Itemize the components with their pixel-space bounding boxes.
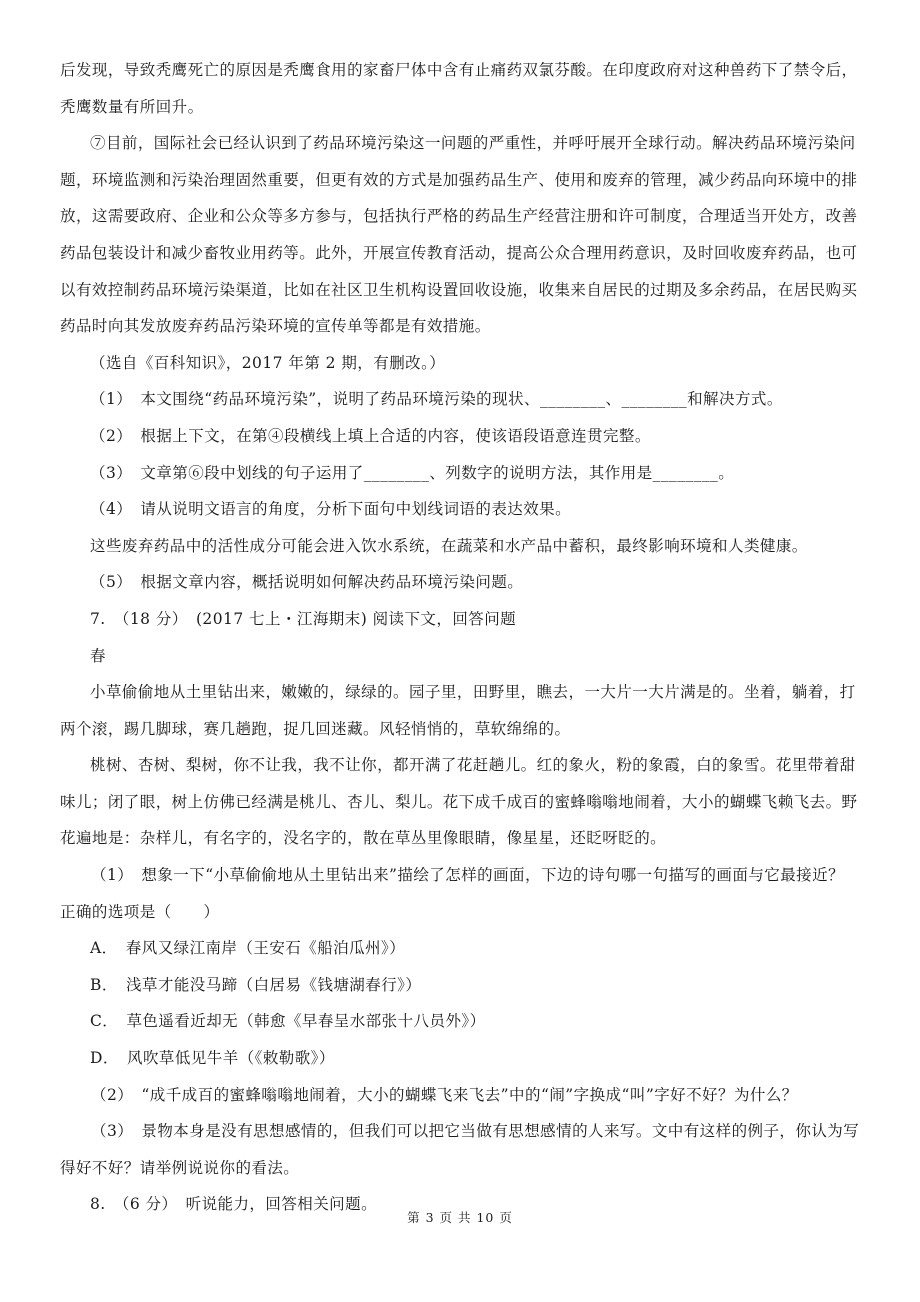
passage-paragraph-2: 桃树、杏树、梨树，你不让我，我不让你，都开满了花赶趟儿。红的象火，粉的象霞，白的象雪。花里带着甜: [90, 756, 856, 775]
question-7-header: 7. （18 分） (2017 七上・江海期末) 阅读下文，回答问题: [90, 609, 517, 628]
question-6-5: （5） 根据文章内容，概括说明如何解决药品环境污染问题。: [90, 573, 524, 592]
document-body: [60, 52, 866, 1223]
text-line: 味儿；闭了眼，树上仿佛已经满是桃儿、杏儿、梨儿。花下成千成百的蜜蜂嗡嗡地闹着，大小的蝴蝶飞赖飞去。野: [60, 792, 858, 811]
question-7-2: （2） “成千成百的蜜蜂嗡嗡地闹着，大小的蝴蝶飞来飞去”中的“闹”字换成“叫”字好不好？为什么？: [91, 1085, 798, 1104]
text-line: 后发现，导致秃鹰死亡的原因是秃鹰食用的家畜尸体中含有止痛药双氯芬酸。在印度政府对这种兽药下了禁令后，: [60, 61, 858, 79]
text-line: 药品包装设计和减少畜牧业用药等。此外，开展宣传教育活动，提高公众合理用药意识，及时回收废弃药品，也可: [60, 243, 858, 262]
passage-title: 春: [90, 646, 106, 665]
question-7-1: （1） 想象一下“小草偷偷地从土里钻出来”描绘了怎样的画面，下边的诗句哪一句描写的画面与它最接近？: [91, 866, 845, 885]
passage-paragraph-1: 小草偷偷地从土里钻出来，嫩嫩的，绿绿的。园子里，田野里，瞧去，一大片一大片满是的。坐着，躺着，打: [90, 683, 856, 702]
question-6-1: （1） 本文围绕“药品环境污染”，说明了药品环境污染的现状、________、________和解决方式。: [90, 390, 783, 409]
option-a: A． 春风又绿江南岸（王安石《船泊瓜州》）: [90, 939, 406, 958]
question-7-3: （3） 景物本身是没有思想感情的，但我们可以把它当做有思想感情的人来写。文中有这样的例子，你认为写: [91, 1122, 860, 1141]
text-line: 得好不好？请举例说说你的看法。: [60, 1158, 300, 1177]
question-6-3: （3） 文章第⑥段中划线的句子运用了________、列数字的说明方法，其作用是________。: [90, 463, 735, 482]
text-line: 正确的选项是（ ）: [60, 902, 220, 921]
option-b: B． 浅草才能没马蹄（白居易《钱塘湖春行》）: [90, 975, 422, 994]
option-d: D． 风吹草低见牛羊（《敕勒歌》）: [90, 1049, 335, 1068]
question-8-header: 8. （6 分） 听说能力，回答相关问题。: [90, 1195, 378, 1214]
text-line: 两个滚，踢几脚球，赛几趟跑，捉几回迷藏。风轻悄悄的，草软绵绵的。: [60, 719, 571, 738]
text-line: 题，环境监测和污染治理固然重要，但更有效的方式是加强药品生产、使用和废弃的管理，减少药品向环境中的排: [60, 170, 858, 189]
text-line: 花遍地是：杂样儿，有名字的，没名字的，散在草丛里像眼睛，像星星，还眨呀眨的。: [60, 829, 667, 848]
page-footer: 第 3 页 共 10 页: [407, 1210, 513, 1225]
text-line: 放，这需要政府、企业和公众等多方参与，包括执行严格的药品生产经营注册和许可制度，合理适当开处方，改善: [60, 207, 858, 226]
text-line: 药品时向其发放废弃药品污染环境的宣传单等都是有效措施。: [60, 317, 491, 336]
text-line: 秃鹰数量有所回升。: [60, 97, 204, 116]
question-6-2: （2） 根据上下文，在第④段横线上填上合适的内容，使该语段语意连贯完整。: [90, 426, 651, 445]
quoted-sentence: 这些废弃药品中的活性成分可能会进入饮水系统，在蔬菜和水产品中蓄积，最终影响环境和人类健康。: [90, 536, 808, 555]
option-c: C． 草色遥看近却无（韩愈《早春呈水部张十八员外》）: [90, 1012, 486, 1031]
paragraph-7: ⑦目前，国际社会已经认识到了药品环境污染这一问题的严重性，并呼吁展开全球行动。解决药品环境污染问: [90, 134, 856, 153]
source-note: （选自《百科知识》，2017 年第 2 期，有删改。）: [90, 353, 446, 372]
text-line: 以有效控制药品环境污染渠道，比如在社区卫生机构设置回收设施，收集来自居民的过期及多余药品，在居民购买: [60, 280, 858, 299]
question-6-4: （4） 请从说明文语言的角度，分析下面句中划线词语的表达效果。: [90, 500, 572, 519]
